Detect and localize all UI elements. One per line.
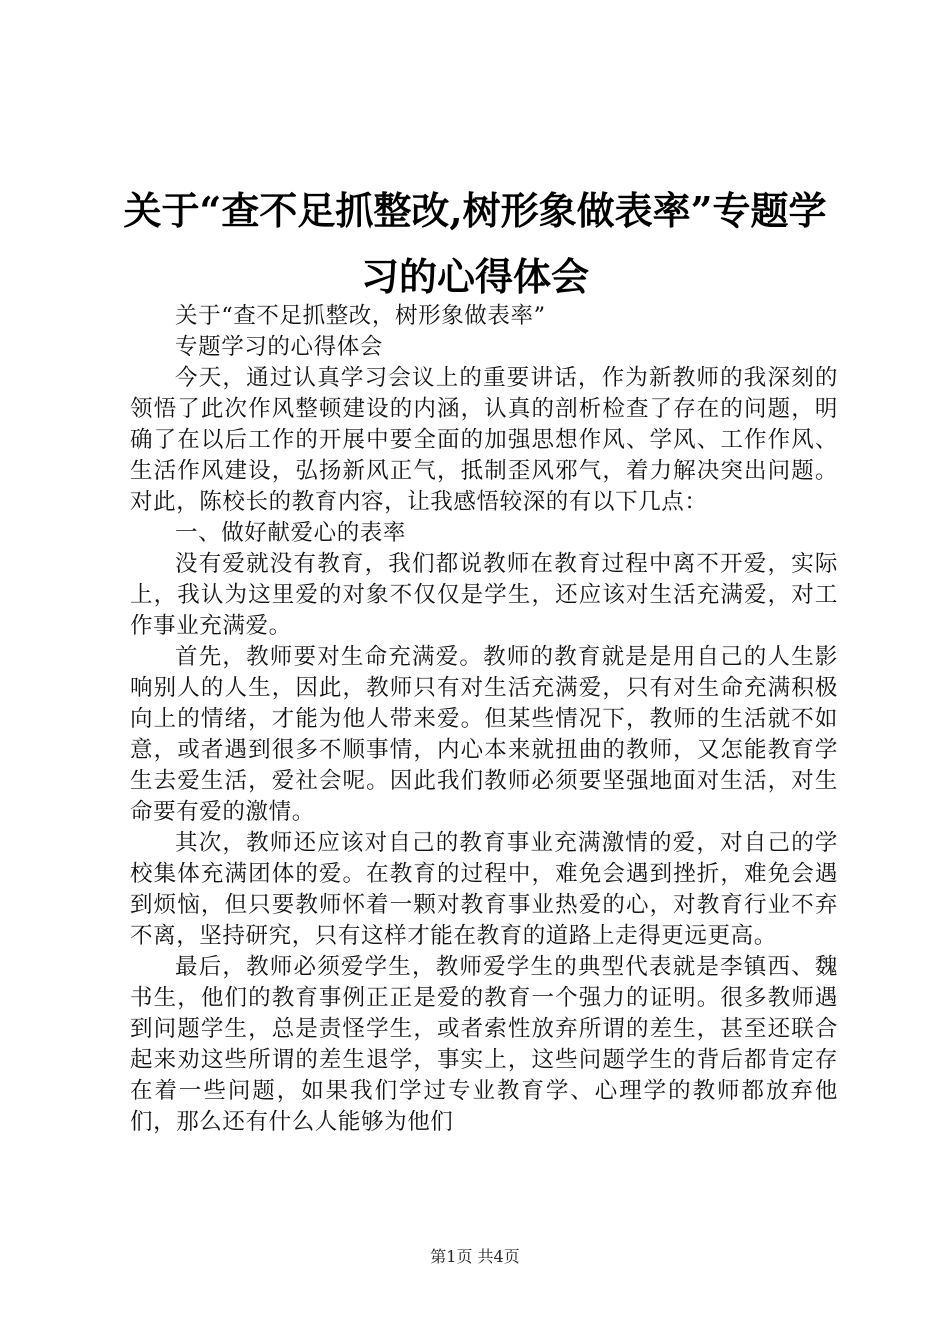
document-title: 关于“查不足抓整改,树形象做表率”专题学习的心得体会 (123, 188, 827, 299)
paragraph-second: 其次，教师还应该对自己的教育事业充满激情的爱，对自己的学校集体充满团体的爱。在教育的过程中，难免会遇到挫折，难免会遇到烦恼，但只要教师怀着一颗对教育事业热爱的心，对教育行业不弃不离，坚持研究，只有这样才能在教育的道路上走得更远更高。 (130, 830, 838, 949)
paragraph-love-education: 没有爱就没有教育，我们都说教师在教育过程中离不开爱，实际上，我认为这里爱的对象不仅仅是学生，还应该对生活充满爱，对工作事业充满爱。 (130, 551, 838, 639)
paragraph-heading-line-1: 关于“查不足抓整改，树形象做表率” (175, 303, 546, 329)
page-footer: 第1页 共4页 (430, 1247, 520, 1266)
paragraph-first: 首先，教师要对生命充满爱。教师的教育就是是用自己的人生影响别人的人生，因此，教师只有对生活充满爱，只有对生命充满积极向上的情绪，才能为他人带来爱。但某些情况下，教师的生活就不如意，或者遇到很多不顺事情，内心本来就扭曲的教师，又怎能教育学生去爱生活，爱社会呢。因此我们教师必须要坚强地面对生活，对生命要有爱的激情。 (130, 644, 838, 825)
paragraph-heading-line-2: 专题学习的心得体会 (175, 334, 383, 360)
paragraph-last: 最后，教师必须爱学生，教师爱学生的典型代表就是李镇西、魏书生，他们的教育事例正正是爱的教育一个强力的证明。很多教师遇到问题学生，总是责怪学生，或者索性放弃所谓的差生，甚至还联合起来劝这些所谓的差生退学，事实上，这些问题学生的背后都肯定存在着一些问题，如果我们学过专业教育学、心理学的教师都放弃他们，那么还有什么人能够为他们 (130, 954, 838, 1135)
section-heading-1: 一、做好献爱心的表率 (175, 520, 407, 546)
document-body (130, 301, 838, 1138)
paragraph-intro: 今天，通过认真学习会议上的重要讲话，作为新教师的我深刻的领悟了此次作风整顿建设的内涵，认真的剖析检查了存在的问题，明确了在以后工作的开展中要全面的加强思想作风、学风、工作作风、生活作风建设，弘扬新风正气，抵制歪风邪气，着力解决突出问题。对此，陈校长的教育内容，让我感悟较深的有以下几点： (130, 365, 838, 515)
